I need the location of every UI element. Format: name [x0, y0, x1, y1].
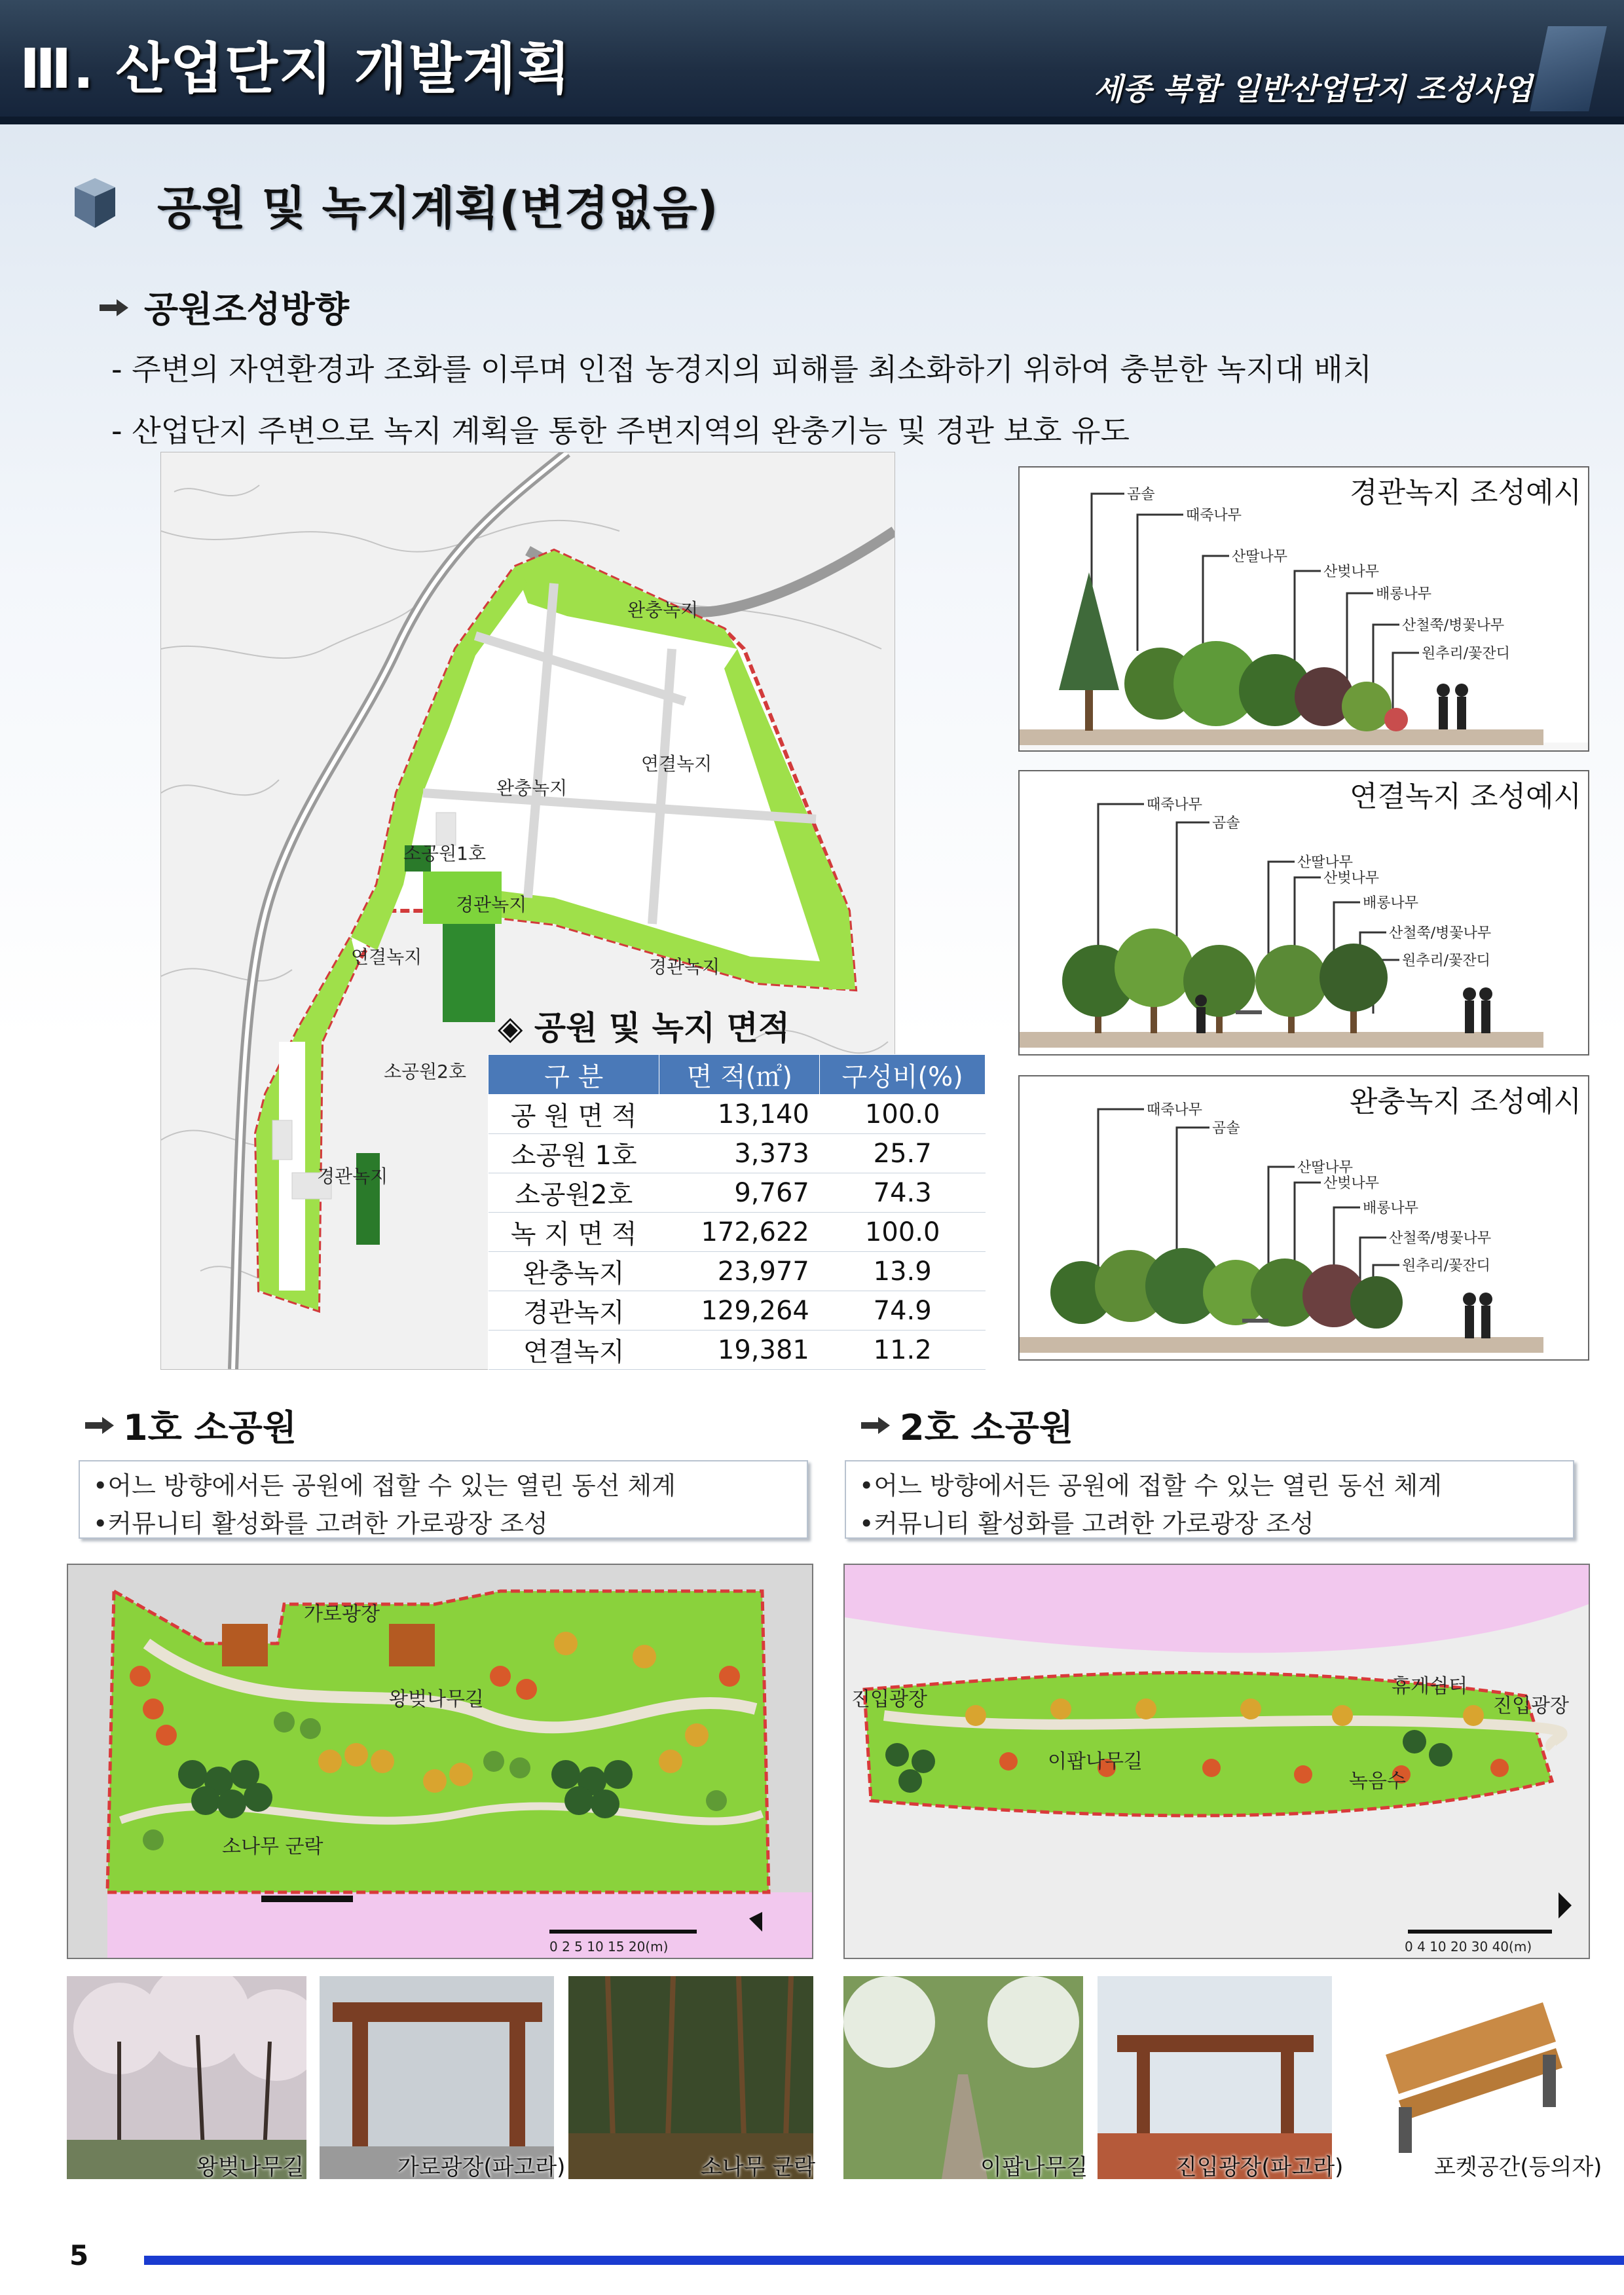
- park2-title: 2호 소공원: [900, 1407, 1074, 1448]
- row-area: 3,373: [659, 1134, 820, 1173]
- row-area: 13,140: [659, 1095, 820, 1134]
- photo-label-pine-grove: 소나무 군락: [701, 2154, 816, 2180]
- row-ratio: 74.9: [820, 1291, 986, 1331]
- callout-2: 곰솔: [1212, 1120, 1240, 1137]
- photo-label-cherry-path: 왕벚나무길: [196, 2154, 304, 2180]
- photo-label-pocket-space: 포켓공간(등의자): [1434, 2154, 1602, 2180]
- project-name: 세종 복합 일반산업단지 조성사업: [1093, 71, 1532, 107]
- callout-3: 산딸나무: [1297, 854, 1354, 871]
- park2-bullet-1: •어느 방향에서든 공원에 접할 수 있는 열린 동선 체계: [859, 1471, 1442, 1500]
- callout-5: 배롱나무: [1363, 895, 1419, 911]
- header-divider: [0, 117, 1624, 124]
- plan2-label-fringe-path: 이팝나무길: [1048, 1750, 1143, 1773]
- callout-7: 원추리/꽃잔디: [1422, 646, 1510, 662]
- arrow-bullet-icon: [85, 1416, 114, 1435]
- callout-7: 원추리/꽃잔디: [1402, 1258, 1490, 1274]
- connecting-green-section-diagram: [1018, 770, 1589, 1056]
- row-label: 소공원 1호: [489, 1134, 659, 1173]
- row-ratio: 11.2: [820, 1331, 986, 1370]
- row-area: 9,767: [659, 1173, 820, 1213]
- plan2-label-entrance-2: 진입광장: [1493, 1695, 1569, 1717]
- callout-7: 원추리/꽃잔디: [1402, 953, 1490, 969]
- chapter-title: Ⅲ. 산업단지 개발계획: [20, 37, 572, 101]
- photo-label-street-plaza: 가로광장(파고라): [397, 2154, 566, 2180]
- header-category: 구 분: [489, 1055, 659, 1095]
- row-ratio: 100.0: [820, 1213, 986, 1252]
- plan1-label-cherry-path: 왕벚나무길: [389, 1688, 484, 1711]
- callout-5: 배롱나무: [1376, 586, 1432, 602]
- table-header-row: [489, 1055, 986, 1095]
- row-label: 공 원 면 적: [489, 1095, 659, 1134]
- row-label: 연결녹지: [489, 1331, 659, 1370]
- park2-master-plan: [843, 1564, 1590, 1959]
- table-row: [489, 1331, 986, 1370]
- header-ratio: 구성비(%): [820, 1055, 986, 1095]
- table-row: [489, 1095, 986, 1134]
- row-area: 23,977: [659, 1252, 820, 1291]
- map-label-park-1: 소공원1호: [403, 843, 487, 864]
- callout-6: 산철쭉/병꽃나무: [1389, 925, 1492, 942]
- callout-5: 배롱나무: [1363, 1200, 1419, 1217]
- plan2-scale: 0 4 10 20 30 40(m): [1405, 1939, 1532, 1955]
- park1-bullet-2: •커뮤니티 활성화를 고려한 가로광장 조성: [93, 1509, 548, 1538]
- map-label-scenic-1: 경관녹지: [456, 894, 527, 915]
- callout-4: 산벚나무: [1323, 564, 1380, 580]
- callout-4: 산벚나무: [1323, 1175, 1380, 1192]
- table-row: [489, 1213, 986, 1252]
- row-label: 녹 지 면 적: [489, 1213, 659, 1252]
- photo-label-entrance-plaza: 진입광장(파고라): [1175, 2154, 1344, 2180]
- photo-label-fringe-path: 이팝나무길: [980, 2154, 1088, 2180]
- row-label: 경관녹지: [489, 1291, 659, 1331]
- header-area: 면 적(㎡): [659, 1055, 820, 1095]
- arrow-bullet-icon: [100, 298, 128, 318]
- table-row: [489, 1134, 986, 1173]
- callout-3: 산딸나무: [1297, 1160, 1354, 1176]
- section-diagram-label: 연결녹지 조성예시: [1346, 773, 1585, 815]
- row-ratio: 25.7: [820, 1134, 986, 1173]
- scenic-green-section-diagram: [1018, 466, 1589, 752]
- plan1-label-street-plaza: 가로광장: [304, 1603, 380, 1626]
- direction-text-2: - 산업단지 주변으로 녹지 계획을 통한 주변지역의 완충기능 및 경관 보호 유도: [111, 413, 1130, 449]
- park1-bullet-box: [79, 1460, 808, 1539]
- map-label-buffer-1: 완충녹지: [627, 599, 699, 621]
- plan1-label-pine-grove: 소나무 군락: [222, 1835, 323, 1858]
- park2-bullet-box: [845, 1460, 1574, 1539]
- row-ratio: 13.9: [820, 1252, 986, 1291]
- section-title: 공원 및 녹지계획(변경없음): [157, 181, 718, 235]
- park2-bullet-2: •커뮤니티 활성화를 고려한 가로광장 조성: [859, 1509, 1314, 1538]
- callout-6: 산철쭉/병꽃나무: [1389, 1230, 1492, 1247]
- map-label-buffer-2: 완충녹지: [496, 777, 568, 799]
- row-ratio: 74.3: [820, 1173, 986, 1213]
- section-diagram-label: 경관녹지 조성예시: [1346, 469, 1585, 511]
- map-label-link-1: 연결녹지: [641, 753, 712, 775]
- callout-4: 산벚나무: [1323, 870, 1380, 887]
- footer-divider: [144, 2256, 1624, 2265]
- map-label-link-2: 연결녹지: [351, 946, 422, 968]
- callout-1: 때죽나무: [1147, 797, 1203, 813]
- callout-1: 곰솔: [1127, 487, 1155, 503]
- row-label: 소공원2호: [489, 1173, 659, 1213]
- map-label-scenic-2: 경관녹지: [649, 956, 720, 978]
- section-diagram-label: 완충녹지 조성예시: [1346, 1078, 1585, 1120]
- page-number: 5: [69, 2239, 89, 2271]
- table-row: [489, 1252, 986, 1291]
- row-area: 129,264: [659, 1291, 820, 1331]
- callout-3: 산딸나무: [1232, 549, 1288, 565]
- row-label: 완충녹지: [489, 1252, 659, 1291]
- park1-bullet-1: •어느 방향에서든 공원에 접할 수 있는 열린 동선 체계: [93, 1471, 676, 1500]
- park1-master-plan: [67, 1564, 813, 1959]
- area-table: [488, 1054, 986, 1370]
- plan2-label-shade-trees: 녹음수: [1349, 1770, 1406, 1793]
- direction-text-1: - 주변의 자연환경과 조화를 이루며 인접 농경지의 피해를 최소화하기 위하여 충분한 녹지대 배치: [111, 352, 1373, 387]
- callout-6: 산철쭉/병꽃나무: [1402, 617, 1505, 634]
- table-row: [489, 1291, 986, 1331]
- cube-icon: [72, 175, 118, 230]
- callout-1: 때죽나무: [1147, 1102, 1203, 1118]
- callout-2: 때죽나무: [1186, 507, 1242, 524]
- plan2-label-rest-area: 휴게쉼터: [1392, 1675, 1467, 1698]
- buffer-green-section-diagram: [1018, 1075, 1589, 1361]
- map-label-park-2: 소공원2호: [384, 1061, 467, 1082]
- row-ratio: 100.0: [820, 1095, 986, 1134]
- subsection-title: 공원조성방향: [144, 289, 349, 330]
- area-table-title: ◈ 공원 및 녹지 면적: [498, 1009, 790, 1047]
- row-area: 19,381: [659, 1331, 820, 1370]
- plan2-label-entrance-1: 진입광장: [851, 1688, 927, 1711]
- row-area: 172,622: [659, 1213, 820, 1252]
- plan1-scale: 0 2 5 10 15 20(m): [549, 1939, 669, 1955]
- callout-2: 곰솔: [1212, 815, 1240, 832]
- table-row: [489, 1173, 986, 1213]
- park1-title: 1호 소공원: [123, 1407, 297, 1448]
- map-label-scenic-3: 경관녹지: [317, 1166, 388, 1187]
- arrow-bullet-icon: [861, 1416, 890, 1435]
